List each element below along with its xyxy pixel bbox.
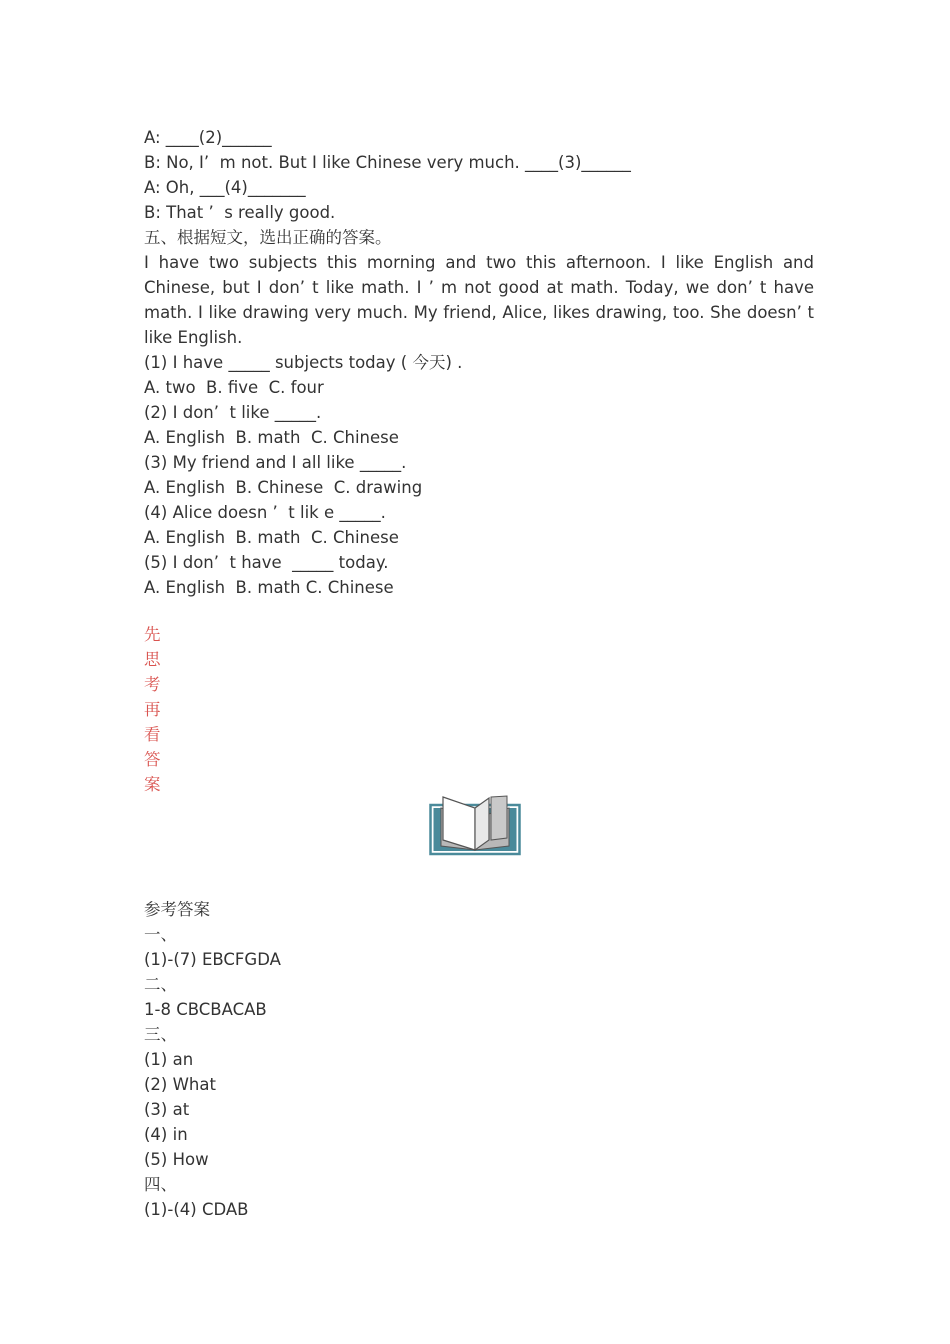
question-options: A. two B. five C. four <box>144 378 324 397</box>
question-stem: (3) My friend and I all like _____. <box>144 453 407 472</box>
book-right-page-back <box>491 796 507 840</box>
section-heading: 五、根据短文，选出正确的答案。 <box>144 228 392 247</box>
answer-line: (5) How <box>144 1150 209 1169</box>
open-book-icon <box>429 795 521 856</box>
dialogue-line: B: No, I’ m not. But I like Chinese very much. ____(3)______ <box>144 153 631 172</box>
dialogue-line: B: That ’ s really good. <box>144 203 336 222</box>
dialogue-line: A: ____(2)______ <box>144 128 272 147</box>
reading-passage: I have two subjects this morning and two this afternoon. I like English and Chinese, but I don’ t like math. I ’ m not good at math. Today, we don’ t have math. I like drawing very much. My friend, Alice, likes drawing, too. She doesn’ t like English. <box>144 253 814 347</box>
answer-heading: 参考答案 <box>144 900 210 919</box>
book-right-page <box>475 798 489 850</box>
question-options: A. English B. Chinese C. drawing <box>144 478 423 497</box>
question-stem: (4) Alice doesn ’ t lik e _____. <box>144 503 386 522</box>
prompt-char: 看 <box>144 725 161 744</box>
question-stem: (5) I don’ t have _____ today. <box>144 553 389 572</box>
question-options: A. English B. math C. Chinese <box>144 578 394 597</box>
question-options: A. English B. math C. Chinese <box>144 528 399 547</box>
prompt-char: 案 <box>144 775 161 794</box>
answer-line: (2) What <box>144 1075 216 1094</box>
question-options: A. English B. math C. Chinese <box>144 428 399 447</box>
dialogue-line: A: Oh, ___(4)_______ <box>144 178 306 197</box>
exercise-text <box>144 125 814 600</box>
question-stem: (1) I have _____ subjects today ( 今天) . <box>144 353 463 372</box>
answer-line: (1)-(4) CDAB <box>144 1200 249 1219</box>
answer-key <box>144 897 814 1222</box>
answer-line: 二、 <box>144 975 177 994</box>
answer-line: 三、 <box>144 1025 177 1044</box>
answer-line: (3) at <box>144 1100 190 1119</box>
answer-line: 1-8 CBCBACAB <box>144 1000 267 1019</box>
think-first-prompt <box>144 622 814 797</box>
answer-line: 一、 <box>144 925 177 944</box>
prompt-char: 考 <box>144 675 161 694</box>
answer-line: (4) in <box>144 1125 188 1144</box>
prompt-char: 先 <box>144 625 161 644</box>
answer-line: (1)-(7) EBCFGDA <box>144 950 281 969</box>
prompt-char: 再 <box>144 700 161 719</box>
prompt-char: 思 <box>144 650 161 669</box>
prompt-char: 答 <box>144 750 161 769</box>
question-stem: (2) I don’ t like _____. <box>144 403 322 422</box>
answer-line: 四、 <box>144 1175 177 1194</box>
answer-line: (1) an <box>144 1050 194 1069</box>
